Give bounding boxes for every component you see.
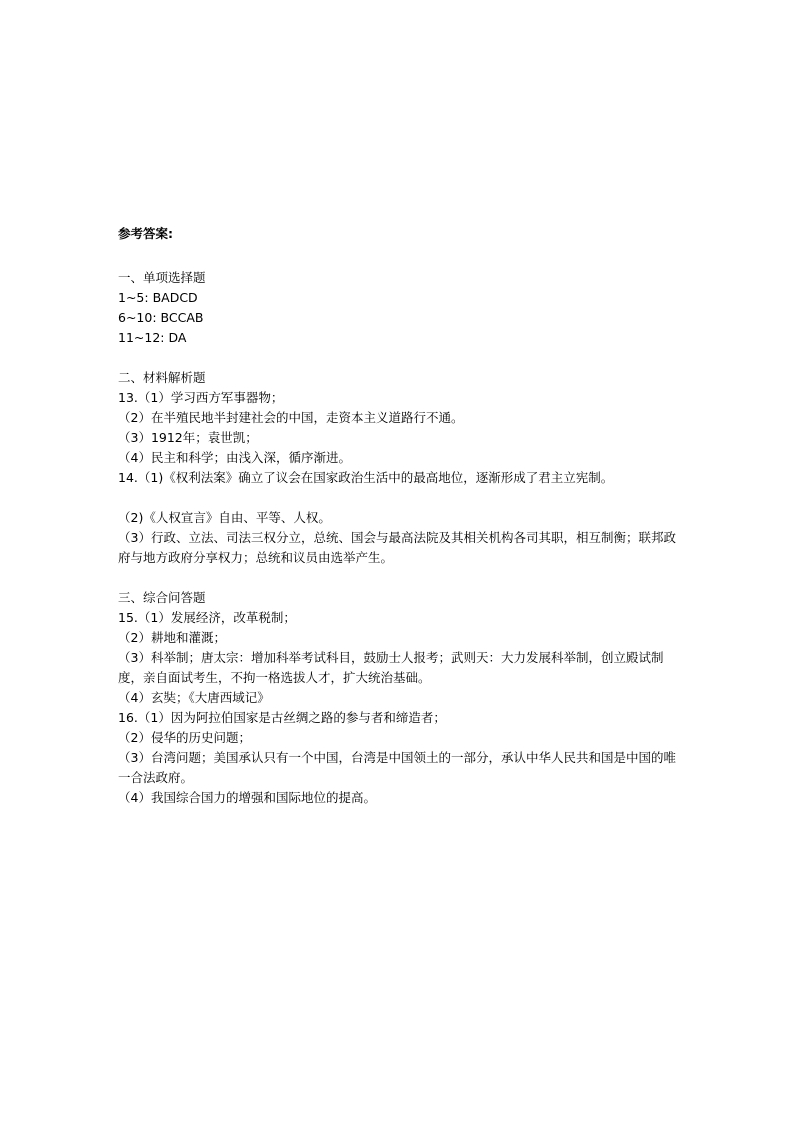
section-single-choice bbox=[118, 268, 678, 348]
section-comprehensive-questions bbox=[118, 588, 678, 808]
answer-line: （4）玄奘；《大唐西域记》 bbox=[118, 690, 270, 705]
blank-line bbox=[118, 488, 678, 508]
answer-line: （2)《人权宣言》自由、平等、人权。 bbox=[118, 510, 331, 525]
answer-line: （2）侵华的历史问题； bbox=[118, 730, 251, 745]
section-spacer bbox=[118, 348, 678, 368]
answer-line: （4）民主和科学；由浅入深，循序渐进。 bbox=[118, 450, 351, 465]
answer-line: 13.（1）学习西方军事器物； bbox=[118, 390, 284, 405]
answer-line: 6~10: BCCAB bbox=[118, 310, 204, 325]
section-heading: 二、材料解析题 bbox=[118, 370, 206, 385]
answer-line: （3）1912年；袁世凯； bbox=[118, 430, 258, 445]
answer-key-document bbox=[118, 224, 678, 808]
answer-line: （2）耕地和灌溉； bbox=[118, 630, 226, 645]
section-spacer bbox=[118, 568, 678, 588]
section-material-analysis bbox=[118, 368, 678, 568]
section-heading: 三、综合问答题 bbox=[118, 590, 206, 605]
answer-line: （2）在半殖民地半封建社会的中国，走资本主义道路行不通。 bbox=[118, 410, 464, 425]
section-heading: 一、单项选择题 bbox=[118, 270, 206, 285]
answer-line: （3）行政、立法、司法三权分立，总统、国会与最高法院及其相关机构各司其职，相互制衡；联邦政府与地方政府分享权力；总统和议员由选举产生。 bbox=[118, 530, 676, 565]
answer-line: 11~12: DA bbox=[118, 330, 187, 345]
document-title: 参考答案: bbox=[118, 226, 173, 241]
answer-line: （3）台湾问题；美国承认只有一个中国，台湾是中国领土的一部分，承认中华人民共和国是中国的唯一合法政府。 bbox=[118, 750, 676, 785]
answer-line: 14.（1)《权利法案》确立了议会在国家政治生活中的最高地位，逐渐形成了君主立宪制。 bbox=[118, 470, 614, 485]
answer-line: 15.（1）发展经济，改革税制； bbox=[118, 610, 296, 625]
answer-line: 16.（1）因为阿拉伯国家是古丝绸之路的参与者和缔造者； bbox=[118, 710, 446, 725]
answer-line: （3）科举制；唐太宗：增加科举考试科目，鼓励士人报考；武则天：大力发展科举制，创立殿试制度，亲自面试考生，不拘一格选拔人才，扩大统治基础。 bbox=[118, 650, 664, 685]
answer-line: 1~5: BADCD bbox=[118, 290, 198, 305]
answer-line: （4）我国综合国力的增强和国际地位的提高。 bbox=[118, 790, 376, 805]
